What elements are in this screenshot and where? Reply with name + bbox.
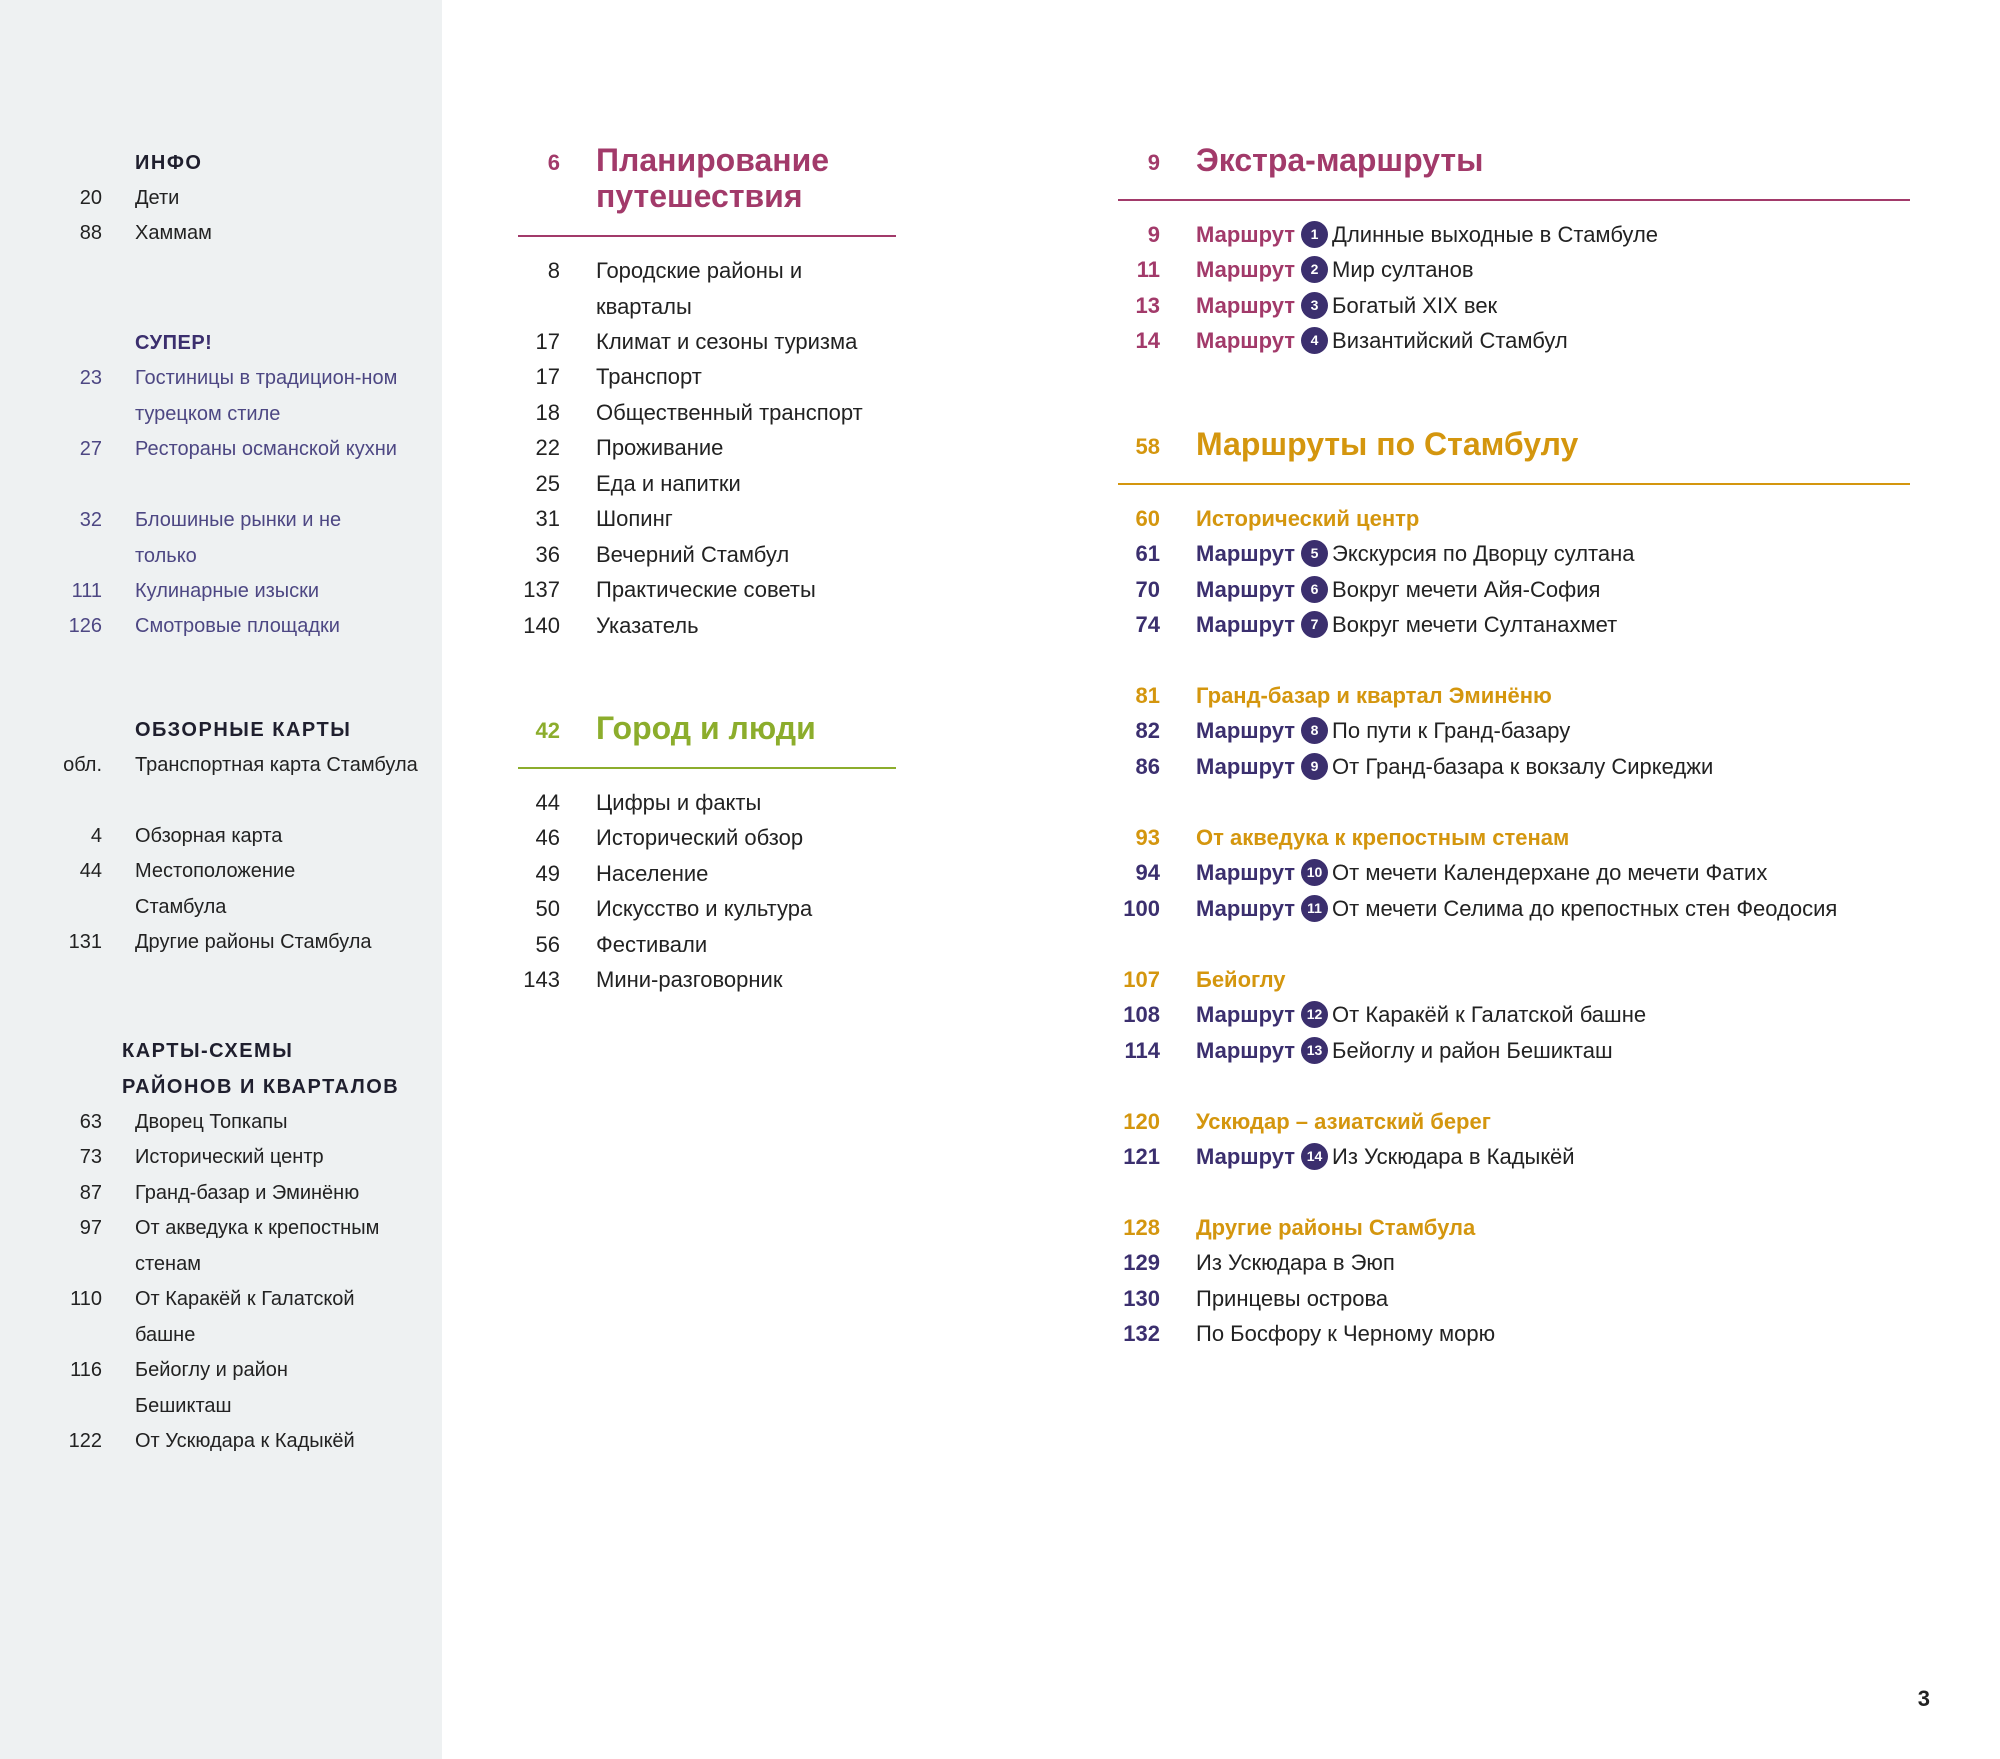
entry-text: Исторический обзор [596, 825, 804, 850]
entry-text: Рестораны османской кухни [135, 438, 397, 460]
route-label: Маршрут [1196, 328, 1296, 353]
entry-text: От Каракёй к Галатской башне [135, 1288, 355, 1346]
page-number: 82 [1135, 718, 1160, 743]
entry-text: Гостиницы в традицион-ном турецком стиле [135, 367, 398, 425]
section-title: Маршруты по Стамбулу [1196, 426, 1579, 462]
page-number: 50 [535, 896, 560, 921]
route-number-badge: 14 [1301, 1143, 1328, 1170]
route-number-badge: 9 [1301, 753, 1328, 780]
route-label: Маршрут [1196, 896, 1296, 921]
page-number: 70 [1135, 577, 1160, 602]
entry-text: Фестивали [596, 932, 708, 957]
page-number: 13 [1135, 293, 1160, 318]
route-number-badge: 13 [1301, 1037, 1328, 1064]
route-label: Маршрут [1196, 1144, 1296, 1169]
route-number-badge: 12 [1301, 1001, 1328, 1028]
page-number: 22 [535, 435, 560, 460]
entry-text: От мечети Календерхане до мечети Фатих [1332, 860, 1768, 885]
route-label: Маршрут [1196, 293, 1296, 318]
group-title: Гранд-базар и квартал Эминёню [1196, 683, 1552, 708]
page-number: 87 [79, 1182, 102, 1204]
route-number-badge: 3 [1301, 292, 1328, 319]
section-title: Экстра-маршруты [1196, 142, 1484, 178]
route-label: Маршрут [1196, 718, 1296, 743]
entry-text: Принцевы острова [1196, 1286, 1389, 1311]
sidebar-super-title: СУПЕР! [135, 332, 213, 354]
page-number: обл. [63, 754, 102, 776]
page-number: 63 [79, 1111, 102, 1133]
page-number: 129 [1123, 1250, 1160, 1275]
page-number: 18 [535, 400, 560, 425]
page-number: 9 [1147, 222, 1160, 247]
sidebar-info-title: ИНФО [135, 152, 203, 174]
page-number: 23 [79, 367, 102, 389]
route-number-badge: 10 [1301, 859, 1328, 886]
page-number: 46 [535, 825, 560, 850]
entry-text: Бейоглу и район Бешикташ [135, 1359, 288, 1417]
entry-text: Хаммам [135, 222, 212, 244]
page-number: 31 [535, 506, 560, 531]
entry-text: Смотровые площадки [135, 615, 340, 637]
route-number-badge: 5 [1301, 540, 1328, 567]
entry-text: Вокруг мечети Айя-София [1332, 577, 1601, 602]
page-number: 17 [535, 329, 560, 354]
group-title: Исторический центр [1196, 506, 1420, 531]
page-number: 36 [535, 542, 560, 567]
route-label: Маршрут [1196, 257, 1296, 282]
route-number-badge: 1 [1301, 221, 1328, 248]
page-number: 131 [68, 931, 102, 953]
entry-text: Блошиные рынки и не только [135, 509, 342, 567]
entry-text: Шопинг [596, 506, 673, 531]
route-number-badge: 2 [1301, 256, 1328, 283]
page-number: 120 [1123, 1109, 1160, 1134]
entry-text: Местоположение Стамбула [135, 860, 296, 918]
entry-text: По пути к Гранд-базару [1332, 718, 1571, 743]
page-number: 132 [1123, 1321, 1160, 1346]
entry-text: От акведука к крепостным стенам [135, 1217, 380, 1275]
section-divider [1118, 199, 1910, 201]
entry-text: Вечерний Стамбул [596, 542, 790, 567]
page-number: 137 [523, 577, 560, 602]
entry-text: Общественный транспорт [596, 400, 863, 425]
page-number: 93 [1135, 825, 1160, 850]
entry-text: Вокруг мечети Султанахмет [1332, 612, 1618, 637]
page-number: 121 [1123, 1144, 1160, 1169]
page-number: 100 [1123, 896, 1160, 921]
entry-text: Население [596, 861, 709, 886]
route-label: Маршрут [1196, 222, 1296, 247]
page-number: 56 [535, 932, 560, 957]
page-number: 14 [1135, 328, 1160, 353]
entry-text: Исторический центр [135, 1146, 324, 1168]
page-number: 110 [70, 1288, 102, 1310]
entry-text: Климат и сезоны туризма [596, 329, 858, 354]
entry-text: Искусство и культура [596, 896, 813, 921]
page-number: 20 [79, 187, 102, 209]
section-title-line2: путешествия [596, 178, 803, 214]
entry-text: Длинные выходные в Стамбуле [1332, 222, 1659, 247]
route-label: Маршрут [1196, 754, 1296, 779]
page-number: 107 [1123, 967, 1160, 992]
entry-text: Дети [135, 187, 180, 209]
entry-text: От Гранд-базара к вокзалу Сиркеджи [1332, 754, 1714, 779]
entry-text: Кулинарные изыски [135, 580, 320, 602]
page-number: 74 [1135, 612, 1160, 637]
page-number: 25 [535, 471, 560, 496]
page-number: 27 [79, 438, 102, 460]
section-divider [518, 235, 896, 237]
entry-text: Мир султанов [1332, 257, 1474, 282]
route-number-badge: 7 [1301, 611, 1328, 638]
page-number: 44 [79, 860, 102, 882]
entry-text: Гранд-базар и Эминёню [135, 1182, 360, 1204]
sidebar-schemes-subtitle: РАЙОНОВ И КВАРТАЛОВ [122, 1076, 400, 1098]
page-number-footer: 3 [1917, 1686, 1930, 1711]
entry-text: Византийский Стамбул [1332, 328, 1568, 353]
page-number: 97 [79, 1217, 102, 1239]
page-number: 11 [1136, 257, 1160, 282]
page-number: 49 [535, 861, 560, 886]
page-number: 73 [79, 1146, 102, 1168]
page-number: 32 [79, 509, 102, 531]
page-number: 140 [523, 613, 560, 638]
route-label: Маршрут [1196, 1002, 1296, 1027]
sidebar-schemes-title: КАРТЫ-СХЕМЫ [122, 1040, 294, 1062]
sidebar-overview-title: ОБЗОРНЫЕ КАРТЫ [135, 719, 352, 741]
entry-text: По Босфору к Черному морю [1196, 1321, 1496, 1346]
entry-text: Еда и напитки [596, 471, 741, 496]
route-number-badge: 8 [1301, 717, 1328, 744]
entry-text: Дворец Топкапы [135, 1111, 288, 1133]
entry-text: Из Ускюдара в Эюп [1196, 1250, 1395, 1275]
page-number: 122 [68, 1430, 102, 1452]
entry-text: От мечети Селима до крепостных стен Феодосия [1332, 896, 1838, 921]
page-number: 61 [1135, 541, 1160, 566]
section-page-number: 42 [535, 718, 560, 743]
page-number: 60 [1135, 506, 1160, 531]
page-number: 126 [68, 615, 102, 637]
section-divider [518, 767, 896, 769]
section-page-number: 58 [1135, 434, 1160, 459]
entry-text: Из Ускюдара в Кадыкёй [1332, 1144, 1575, 1169]
route-label: Маршрут [1196, 541, 1296, 566]
page-number: 17 [535, 364, 560, 389]
route-label: Маршрут [1196, 1038, 1296, 1063]
route-number-badge: 11 [1301, 895, 1328, 922]
entry-text: Транспортная карта Стамбула [135, 754, 418, 776]
section-page-number: 6 [547, 150, 560, 175]
route-label: Маршрут [1196, 612, 1296, 637]
page-number: 130 [1123, 1286, 1160, 1311]
page-number: 111 [71, 580, 102, 602]
entry-text: Мини-разговорник [596, 967, 783, 992]
group-title: Ускюдар – азиатский берег [1196, 1109, 1491, 1134]
group-title: От акведука к крепостным стенам [1196, 825, 1570, 850]
entry-text: Экскурсия по Дворцу султана [1332, 541, 1635, 566]
page-number: 8 [547, 258, 560, 283]
page-number: 94 [1135, 860, 1160, 885]
entry-text: Цифры и факты [596, 790, 762, 815]
section-page-number: 9 [1147, 150, 1160, 175]
page-number: 44 [535, 790, 560, 815]
page-number: 114 [1124, 1038, 1160, 1063]
entry-text: От Ускюдара к Кадыкёй [135, 1430, 355, 1452]
sidebar-panel [0, 0, 442, 1759]
section-title: Город и люди [596, 710, 816, 746]
entry-text: Другие районы Стамбула [135, 931, 372, 953]
route-number-badge: 4 [1301, 327, 1328, 354]
entry-text: Практические советы [596, 577, 816, 602]
page-number: 81 [1135, 683, 1160, 708]
section-divider [1118, 483, 1910, 485]
entry-text: Городские районы и кварталы [596, 258, 803, 319]
page-number: 143 [523, 967, 560, 992]
section-title: Планирование [596, 142, 830, 178]
route-label: Маршрут [1196, 860, 1296, 885]
page-number: 4 [90, 825, 102, 847]
group-title: Бейоглу [1196, 967, 1286, 992]
page-number: 88 [79, 222, 102, 244]
page-number: 128 [1123, 1215, 1160, 1240]
entry-text: Богатый XIX век [1332, 293, 1498, 318]
route-number-badge: 6 [1301, 576, 1328, 603]
entry-text: От Каракёй к Галатской башне [1332, 1002, 1647, 1027]
group-title: Другие районы Стамбула [1196, 1215, 1476, 1240]
page-number: 108 [1123, 1002, 1160, 1027]
page-number: 116 [70, 1359, 102, 1381]
entry-text: Указатель [596, 613, 699, 638]
entry-text: Бейоглу и район Бешикташ [1332, 1038, 1613, 1063]
route-label: Маршрут [1196, 577, 1296, 602]
entry-text: Обзорная карта [135, 825, 283, 847]
page-number: 86 [1135, 754, 1160, 779]
entry-text: Проживание [596, 435, 724, 460]
entry-text: Транспорт [596, 364, 702, 389]
